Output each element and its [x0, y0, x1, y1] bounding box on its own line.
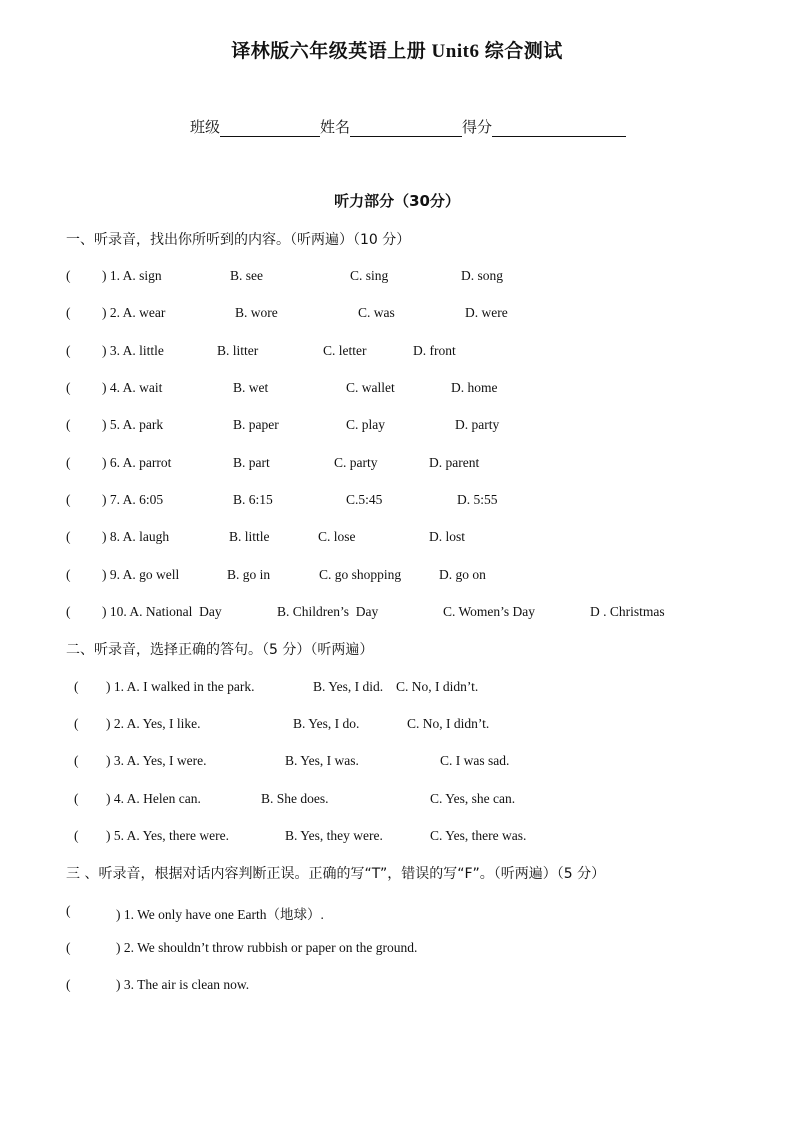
- section1-heading: 一、听录音，找出你所听到的内容。（听两遍）（10 分）: [66, 232, 411, 248]
- answer-paren[interactable]: (: [66, 903, 71, 918]
- option-c: C. Yes, there was.: [430, 828, 527, 843]
- option-a: ) 8. A. laugh: [102, 529, 170, 544]
- question-row: [66, 417, 746, 437]
- option-c: C. sing: [350, 268, 389, 283]
- question-row: [66, 716, 746, 736]
- option-c: C. go shopping: [319, 567, 402, 582]
- option-c: C. I was sad.: [440, 753, 510, 768]
- answer-paren[interactable]: (: [66, 977, 71, 992]
- class-blank[interactable]: [220, 119, 320, 137]
- option-b: B. She does.: [261, 791, 329, 806]
- judge-row: [66, 940, 746, 960]
- answer-paren[interactable]: (: [66, 455, 71, 470]
- option-b: B. wet: [233, 380, 269, 395]
- question-row: [66, 268, 746, 288]
- option-d: D. front: [413, 343, 456, 358]
- option-c: C. play: [346, 417, 385, 432]
- answer-paren[interactable]: (: [74, 679, 79, 694]
- student-info-line: [190, 116, 626, 137]
- option-d: D. lost: [429, 529, 466, 544]
- option-b: B. Yes, I do.: [293, 716, 360, 731]
- option-c: C. was: [358, 305, 395, 320]
- answer-paren[interactable]: (: [74, 716, 79, 731]
- option-c: C. party: [334, 455, 378, 470]
- judge-row: [66, 977, 746, 997]
- question-row: [66, 305, 746, 325]
- option-c: C. Women’s Day: [443, 604, 536, 619]
- option-d: D. parent: [429, 455, 480, 470]
- statement-text: ) 2. We shouldn’t throw rubbish or paper on the ground.: [116, 940, 418, 955]
- answer-paren[interactable]: (: [66, 940, 71, 955]
- score-blank[interactable]: [492, 119, 626, 137]
- option-b: B. litter: [217, 343, 259, 358]
- question-row: [66, 455, 746, 475]
- class-label: 班级: [190, 118, 221, 136]
- answer-paren[interactable]: (: [66, 492, 71, 507]
- option-b: B. wore: [235, 305, 278, 320]
- page-title: 译林版六年级英语上册 Unit6 综合测试: [231, 41, 563, 62]
- question-row: [66, 380, 746, 400]
- answer-paren[interactable]: (: [66, 567, 71, 582]
- question-row: [66, 791, 746, 811]
- question-row: [66, 492, 746, 512]
- section3-heading: 三 、听录音，根据对话内容判断正误。正确的写“T”，错误的写“F”。（听两遍）（5 分）: [66, 866, 606, 882]
- name-label: 姓名: [320, 118, 351, 136]
- section2-heading: 二、听录音，选择正确的答句。（5 分）（听两遍）: [66, 642, 374, 658]
- question-row: [66, 343, 746, 363]
- option-a: ) 6. A. parrot: [102, 455, 172, 470]
- option-b: B. go in: [227, 567, 271, 582]
- option-a: ) 3. A. little: [102, 343, 164, 358]
- option-a: ) 4. A. Helen can.: [106, 791, 201, 806]
- question-row: [66, 604, 746, 624]
- option-d: D. home: [451, 380, 498, 395]
- question-row: [66, 567, 746, 587]
- answer-paren[interactable]: (: [74, 791, 79, 806]
- option-a: ) 4. A. wait: [102, 380, 163, 395]
- option-b: B. Children’s Day: [277, 604, 379, 619]
- question-row: [66, 679, 746, 699]
- question-row: [66, 753, 746, 773]
- answer-paren[interactable]: (: [66, 417, 71, 432]
- option-d: D. were: [465, 305, 508, 320]
- option-a: ) 5. A. park: [102, 417, 164, 432]
- name-blank[interactable]: [350, 119, 462, 137]
- option-c: C. No, I didn’t.: [407, 716, 490, 731]
- option-d: D. 5:55: [457, 492, 498, 507]
- option-a: ) 3. A. Yes, I were.: [106, 753, 207, 768]
- option-c: C. letter: [323, 343, 367, 358]
- option-d: D . Christmas: [590, 604, 665, 619]
- option-b: B. paper: [233, 417, 279, 432]
- option-b: B. see: [230, 268, 263, 283]
- statement-text: ) 3. The air is clean now.: [116, 977, 250, 992]
- answer-paren[interactable]: (: [66, 380, 71, 395]
- option-c: C.5:45: [346, 492, 383, 507]
- option-c: C. Yes, she can.: [430, 791, 516, 806]
- option-a: ) 2. A. Yes, I like.: [106, 716, 201, 731]
- statement-text: ) 1. We only have one Earth（地球）.: [116, 907, 324, 922]
- answer-paren[interactable]: (: [66, 268, 71, 283]
- option-b: B. little: [229, 529, 270, 544]
- option-b: B. Yes, I did.: [313, 679, 384, 694]
- option-c: C. wallet: [346, 380, 395, 395]
- option-a: ) 1. A. I walked in the park.: [106, 679, 255, 694]
- answer-paren[interactable]: (: [66, 343, 71, 358]
- option-a: ) 7. A. 6:05: [102, 492, 164, 507]
- option-b: B. Yes, I was.: [285, 753, 359, 768]
- listening-part-title: 听力部分（30分）: [334, 192, 460, 210]
- answer-paren[interactable]: (: [66, 305, 71, 320]
- question-row: [66, 529, 746, 549]
- option-a: ) 1. A. sign: [102, 268, 162, 283]
- option-d: D. song: [461, 268, 504, 283]
- option-b: B. Yes, they were.: [285, 828, 383, 843]
- option-a: ) 5. A. Yes, there were.: [106, 828, 229, 843]
- option-a: ) 10. A. National Day: [102, 604, 222, 619]
- option-b: B. 6:15: [233, 492, 273, 507]
- option-d: D. go on: [439, 567, 486, 582]
- option-c: C. No, I didn’t.: [396, 679, 479, 694]
- option-a: ) 2. A. wear: [102, 305, 166, 320]
- answer-paren[interactable]: (: [74, 753, 79, 768]
- judge-row: [66, 903, 746, 923]
- answer-paren[interactable]: (: [66, 529, 71, 544]
- option-b: B. part: [233, 455, 270, 470]
- option-c: C. lose: [318, 529, 356, 544]
- score-label: 得分: [462, 118, 493, 136]
- answer-paren[interactable]: (: [74, 828, 79, 843]
- option-a: ) 9. A. go well: [102, 567, 180, 582]
- option-d: D. party: [455, 417, 500, 432]
- answer-paren[interactable]: (: [66, 604, 71, 619]
- question-row: [66, 828, 746, 848]
